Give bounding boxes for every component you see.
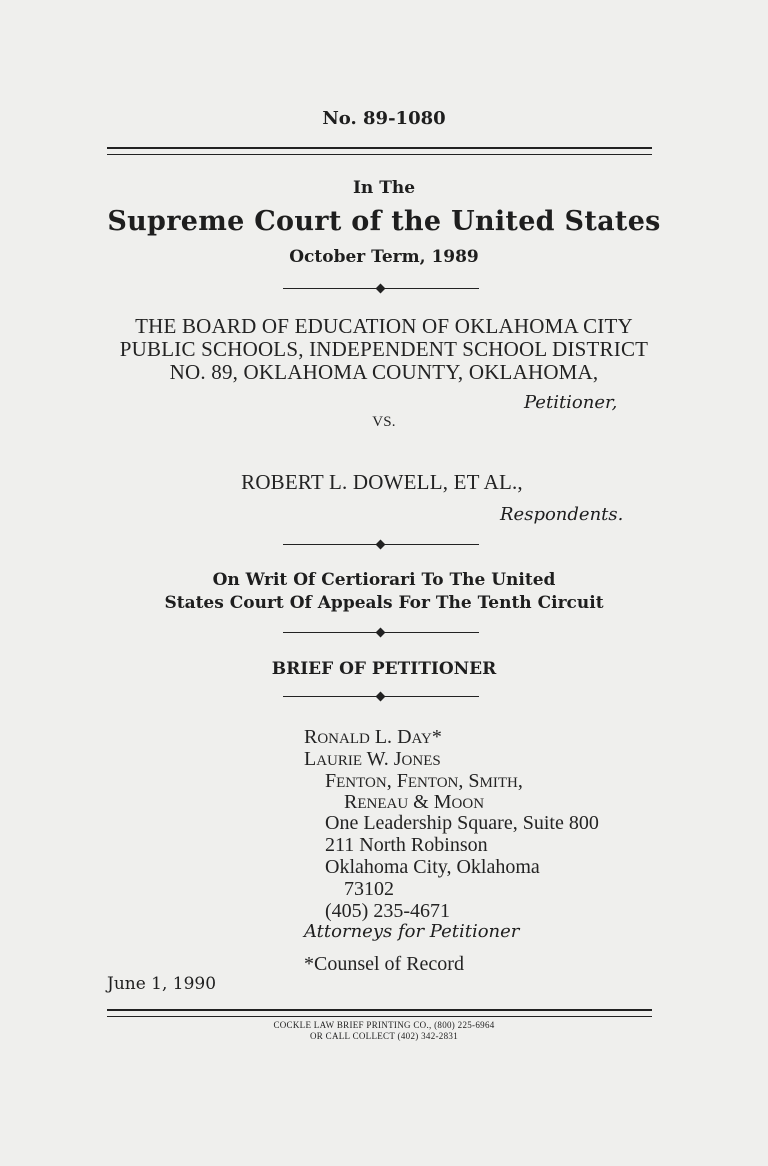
printer-line-1: COCKLE LAW BRIEF PRINTING CO., (800) 225-6964: [273, 1020, 495, 1030]
docket-number: No. 89-1080: [322, 108, 446, 129]
divider-1: [283, 284, 479, 294]
printer-line-2: OR CALL COLLECT (402) 342-2831: [310, 1031, 458, 1041]
counsel-address-1: One Leadership Square, Suite 800: [325, 812, 599, 834]
petitioner-role: Petitioner,: [524, 392, 618, 413]
counsel-attorney-1: RONALD L. DAY*: [304, 726, 442, 748]
court-term: October Term, 1989: [289, 247, 479, 267]
filing-date: June 1, 1990: [107, 974, 217, 994]
petitioner-line-1: THE BOARD OF EDUCATION OF OKLAHOMA CITY: [135, 314, 633, 338]
versus: VS.: [372, 414, 396, 430]
writ-line-2: States Court Of Appeals For The Tenth Circuit: [164, 593, 604, 613]
counsel-phone: (405) 235-4671: [325, 900, 450, 922]
in-the-label: In The: [352, 178, 416, 198]
writ-line-1: On Writ Of Certiorari To The United: [212, 570, 556, 590]
counsel-address-2: 211 North Robinson: [325, 834, 488, 856]
counsel-attorney-2: LAURIE W. JONES: [304, 748, 441, 770]
counsel-firm-line-1: FENTON, FENTON, SMITH,: [325, 770, 523, 792]
counsel-zip: 73102: [344, 878, 394, 900]
bottom-double-rule: [107, 1009, 652, 1017]
divider-3: [283, 628, 479, 638]
counsel-firm-line-2: RENEAU & MOON: [344, 791, 485, 813]
brief-title: BRIEF OF PETITIONER: [271, 659, 497, 679]
petitioner-line-2: PUBLIC SCHOOLS, INDEPENDENT SCHOOL DISTRICT: [119, 337, 649, 361]
counsel-city: Oklahoma City, Oklahoma: [325, 856, 540, 878]
court-name: Supreme Court of the United States: [107, 206, 661, 237]
petitioner-line-3: NO. 89, OKLAHOMA COUNTY, OKLAHOMA,: [169, 360, 599, 384]
top-double-rule: [107, 147, 652, 155]
counsel-of-record-note: *Counsel of Record: [304, 953, 464, 975]
counsel-role: Attorneys for Petitioner: [304, 921, 520, 942]
divider-2: [283, 540, 479, 550]
divider-4: [283, 692, 479, 702]
respondent-name: ROBERT L. DOWELL, ET AL.,: [241, 470, 523, 494]
respondent-role: Respondents.: [500, 504, 624, 525]
